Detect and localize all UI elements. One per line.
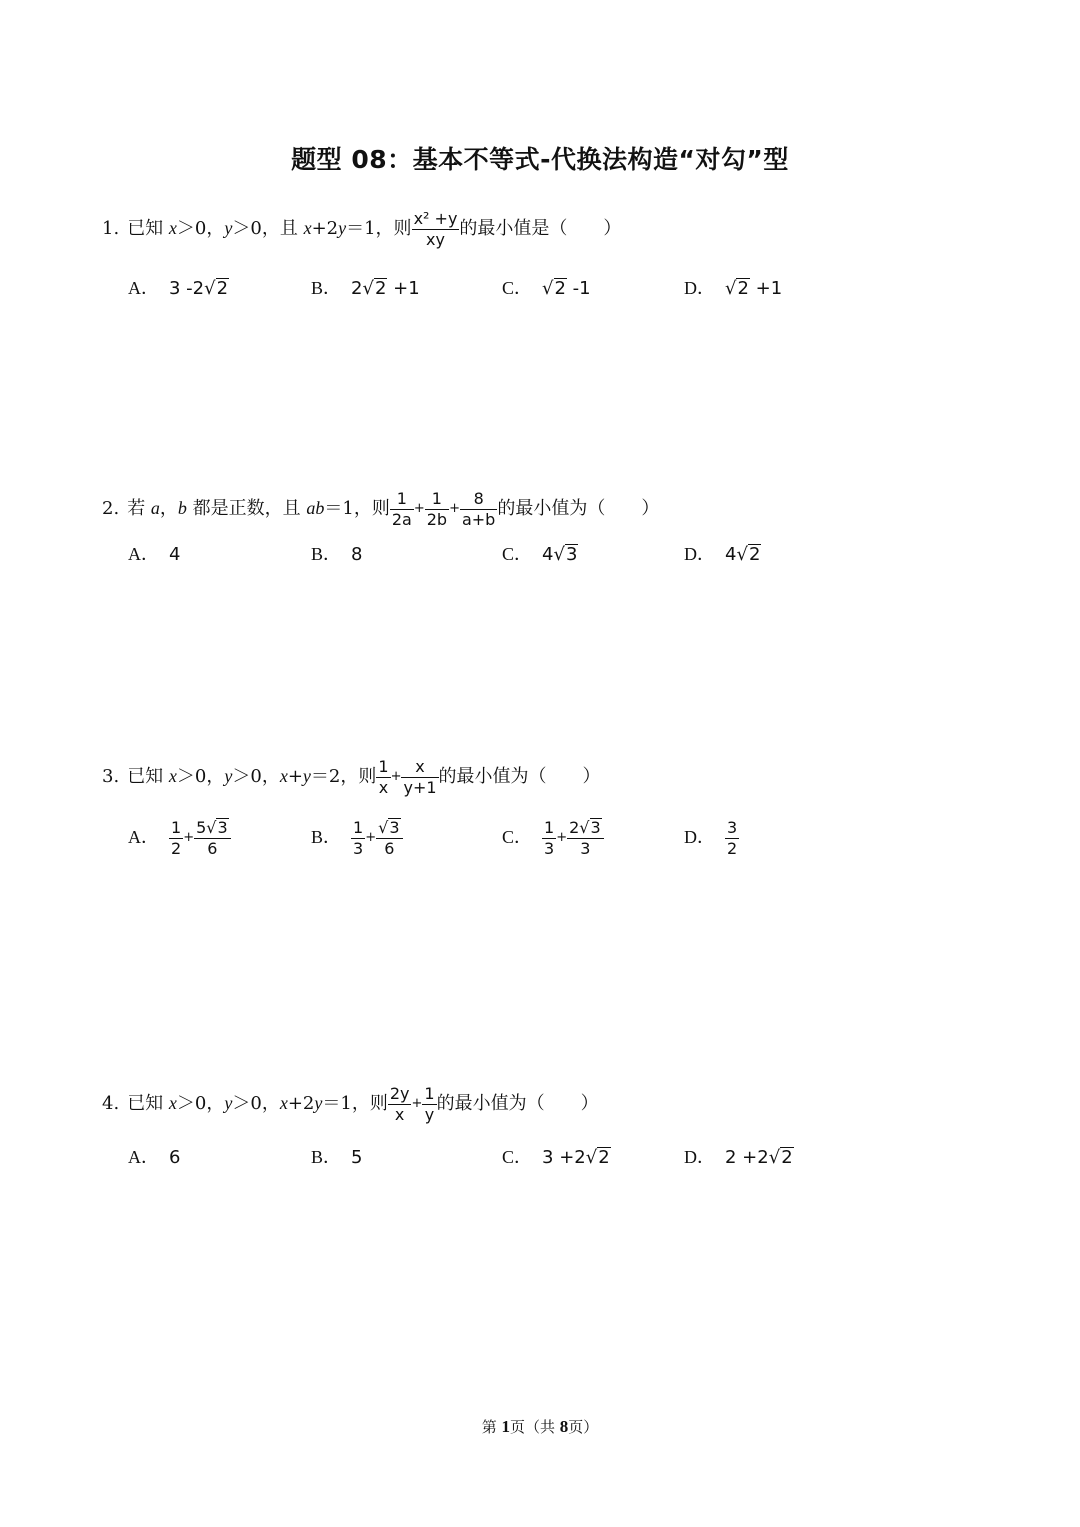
radicand: 2 [748,544,761,565]
plus-sign: + [449,501,460,516]
option-value: 5 [351,1147,363,1168]
question-number: 2. [102,498,120,519]
option-value [725,278,782,299]
denominator: 3 [544,838,555,858]
radicand: 3 [565,544,578,565]
var-y: y [224,1093,233,1113]
var-y: y [224,766,233,786]
question-number: 3. [102,766,120,787]
radicand: 2 [216,278,229,299]
stem-text: + [287,766,303,787]
stem-text: 的最小值为（ ） [436,1093,599,1114]
stem-text: 已知 [127,1093,169,1114]
denominator: 3 [353,838,364,858]
sqrt-expression: √2 [768,1147,793,1168]
stem-text: 且 [279,218,304,239]
options-row [102,534,1002,574]
option-b[interactable] [311,812,403,863]
numerator: x [401,757,438,778]
options-row [102,812,1002,862]
stem-text: 的最小值为（ ） [438,766,601,787]
stem-text: ＞0， [176,1093,225,1114]
option-value [725,1147,794,1168]
option-label: C． [502,827,533,847]
var-x: x [168,218,177,238]
option-a[interactable] [128,534,180,575]
fraction [542,818,556,859]
denominator: 6 [384,838,395,858]
var-x: x [279,1093,288,1113]
option-label: B． [311,544,342,564]
option-b[interactable] [311,1137,362,1178]
plus-sign: + [413,501,425,516]
value-text: 5 [196,817,207,837]
option-d[interactable] [684,534,761,575]
fraction [725,818,739,859]
option-label: D． [684,1147,715,1167]
var-x: x [168,766,177,786]
option-b[interactable] [311,268,420,309]
numerator: 1 [378,756,389,776]
stem-text: ＝1，则 [322,1093,388,1114]
denominator: 2b [426,509,448,529]
option-label: B． [311,278,342,298]
option-value: 8 [351,544,363,565]
fraction [390,489,414,530]
numerator: 1 [425,489,449,510]
stem-text: ＝2，则 [310,766,377,787]
stem-text: ＞0， [232,218,280,239]
option-label: D． [684,827,715,847]
option-a[interactable] [128,812,231,863]
stem-text: 的最小值是（ ） [459,218,622,239]
fraction [169,818,183,859]
numerator: 8 [460,489,497,510]
stem-text: 的最小值为（ ） [497,498,660,519]
question-number: 1. [102,218,120,239]
option-label: C． [502,1147,533,1167]
option-value [725,544,761,565]
fraction [412,209,460,250]
sqrt-expression: √2 [736,544,761,565]
option-label: A． [128,827,159,847]
value-text: 2 [569,817,580,837]
option-label: A． [128,278,159,298]
plus-sign: + [390,769,402,784]
var-ab: ab [306,498,325,518]
radicand: 2 [598,1147,610,1168]
option-label: A． [128,1147,159,1167]
option-b[interactable] [311,534,362,575]
denominator: 2 [727,838,738,858]
option-label: A． [128,544,159,564]
radicand: 3 [389,817,400,837]
option-a[interactable] [128,268,229,309]
option-value: 6 [169,1147,181,1168]
var-y: y [302,766,311,786]
radicand: 2 [737,278,749,299]
plus-sign: + [556,830,568,845]
question-number: 4. [102,1093,120,1114]
value-text: 2 [351,278,363,299]
fraction [460,489,497,530]
question-stem [102,482,1002,534]
var-x: x [303,218,312,238]
option-c[interactable] [502,812,604,863]
stem-text: ， [159,498,178,519]
numerator: 1 [544,817,555,837]
page-total: 8 [559,1417,569,1436]
sqrt-expression: √2 [362,278,387,299]
option-c[interactable] [502,1137,611,1178]
value-text: -1 [566,278,591,299]
numerator: x² +y [413,208,458,228]
option-label: D． [684,544,715,564]
stem-text: ＞0， [232,1093,280,1114]
question-1 [102,202,1002,308]
page-footer [0,1416,1080,1437]
footer-text: 页） [568,1418,599,1436]
var-y: y [314,1093,323,1113]
option-value: 4 [169,544,181,565]
option-label: B． [311,1147,342,1167]
fraction [425,489,449,530]
stem-text: ＞0， [176,766,225,787]
sqrt-expression: √2 [725,278,749,299]
denominator: 2a [391,509,412,529]
numerator [194,818,231,839]
question-stem [102,1077,1002,1129]
numerator [567,818,604,839]
var-x: x [279,766,288,786]
stem-text: ＝1，则 [346,218,412,239]
fraction [376,757,390,798]
option-d[interactable] [684,1137,794,1178]
var-y: y [338,218,347,238]
value-text: +1 [749,278,783,299]
sqrt-expression: √3 [206,817,228,837]
option-label: B． [311,827,342,847]
stem-text: 都是正数，且 [186,498,307,519]
option-value [169,278,229,299]
question-3 [102,750,1002,862]
var-y: y [224,218,233,238]
denominator: x [378,777,389,797]
option-value [542,1147,611,1168]
denominator: 3 [580,838,591,858]
stem-text: +2 [311,218,339,239]
numerator: 2y [389,1083,410,1103]
radicand: 3 [217,817,228,837]
stem-text: 若 [127,498,151,519]
sqrt-expression: √2 [585,1147,610,1168]
denominator: x [394,1104,405,1124]
option-value [542,278,591,299]
option-value [542,544,578,565]
radicand: 2 [781,1147,793,1168]
question-4 [102,1077,1002,1177]
footer-text: 页（共 [509,1418,560,1436]
denominator: y [424,1104,435,1124]
options-row [102,1137,1002,1177]
denominator: xy [426,229,445,249]
sqrt-expression: √2 [204,278,229,299]
denominator: y+1 [403,777,437,797]
sqrt-expression: √3 [553,544,578,565]
plus-sign: + [365,830,377,845]
var-a: a [150,498,160,518]
denominator: 2 [171,838,182,858]
plus-sign: + [183,830,195,845]
sqrt-expression: √2 [542,278,566,299]
value-text: 2 +2 [725,1147,769,1168]
fraction [388,1084,412,1125]
value-text: +1 [387,278,420,299]
option-d[interactable] [684,268,782,309]
stem-text: 已知 [127,766,169,787]
option-label: D． [684,278,715,298]
denominator: a+b [461,509,496,529]
plus-sign: + [411,1096,423,1111]
option-a[interactable] [128,1137,180,1178]
radicand: 2 [374,278,387,299]
option-value [351,278,420,299]
fraction [351,818,365,859]
value-text: 4 [725,544,737,565]
option-d[interactable] [684,812,739,863]
footer-text: 第 [481,1418,502,1436]
value-text: 3 -2 [169,278,205,299]
option-label: C． [502,278,533,298]
numerator: 1 [171,817,182,837]
fraction [401,757,438,798]
sqrt-expression: √3 [579,817,601,837]
fraction [567,818,604,859]
option-c[interactable] [502,268,591,309]
numerator: 1 [390,489,414,510]
value-text: 4 [542,544,554,565]
denominator: 6 [207,838,218,858]
numerator: 3 [727,817,738,837]
question-stem [102,202,1002,254]
value-text: 3 +2 [542,1147,586,1168]
radicand: 2 [554,278,566,299]
question-2 [102,482,1002,574]
fraction [422,1084,436,1125]
option-c[interactable] [502,534,578,575]
fraction [194,818,231,859]
radicand: 3 [590,817,601,837]
numerator: 1 [353,817,364,837]
options-row [102,268,1002,308]
numerator [376,818,402,839]
stem-text: ＝1，则 [324,498,390,519]
numerator: 1 [424,1083,435,1103]
stem-text: +2 [287,1093,315,1114]
question-stem [102,750,1002,802]
var-b: b [177,498,187,518]
sqrt-expression: √3 [378,817,400,837]
stem-text: 已知 [127,218,169,239]
stem-text: ＞0， [176,218,225,239]
page-title: 题型 08：基本不等式-代换法构造“对勾”型 [291,145,789,174]
stem-text: ＞0， [232,766,280,787]
option-label: C． [502,544,533,564]
page-number: 1 [501,1417,510,1436]
var-x: x [168,1093,177,1113]
fraction [376,818,402,859]
